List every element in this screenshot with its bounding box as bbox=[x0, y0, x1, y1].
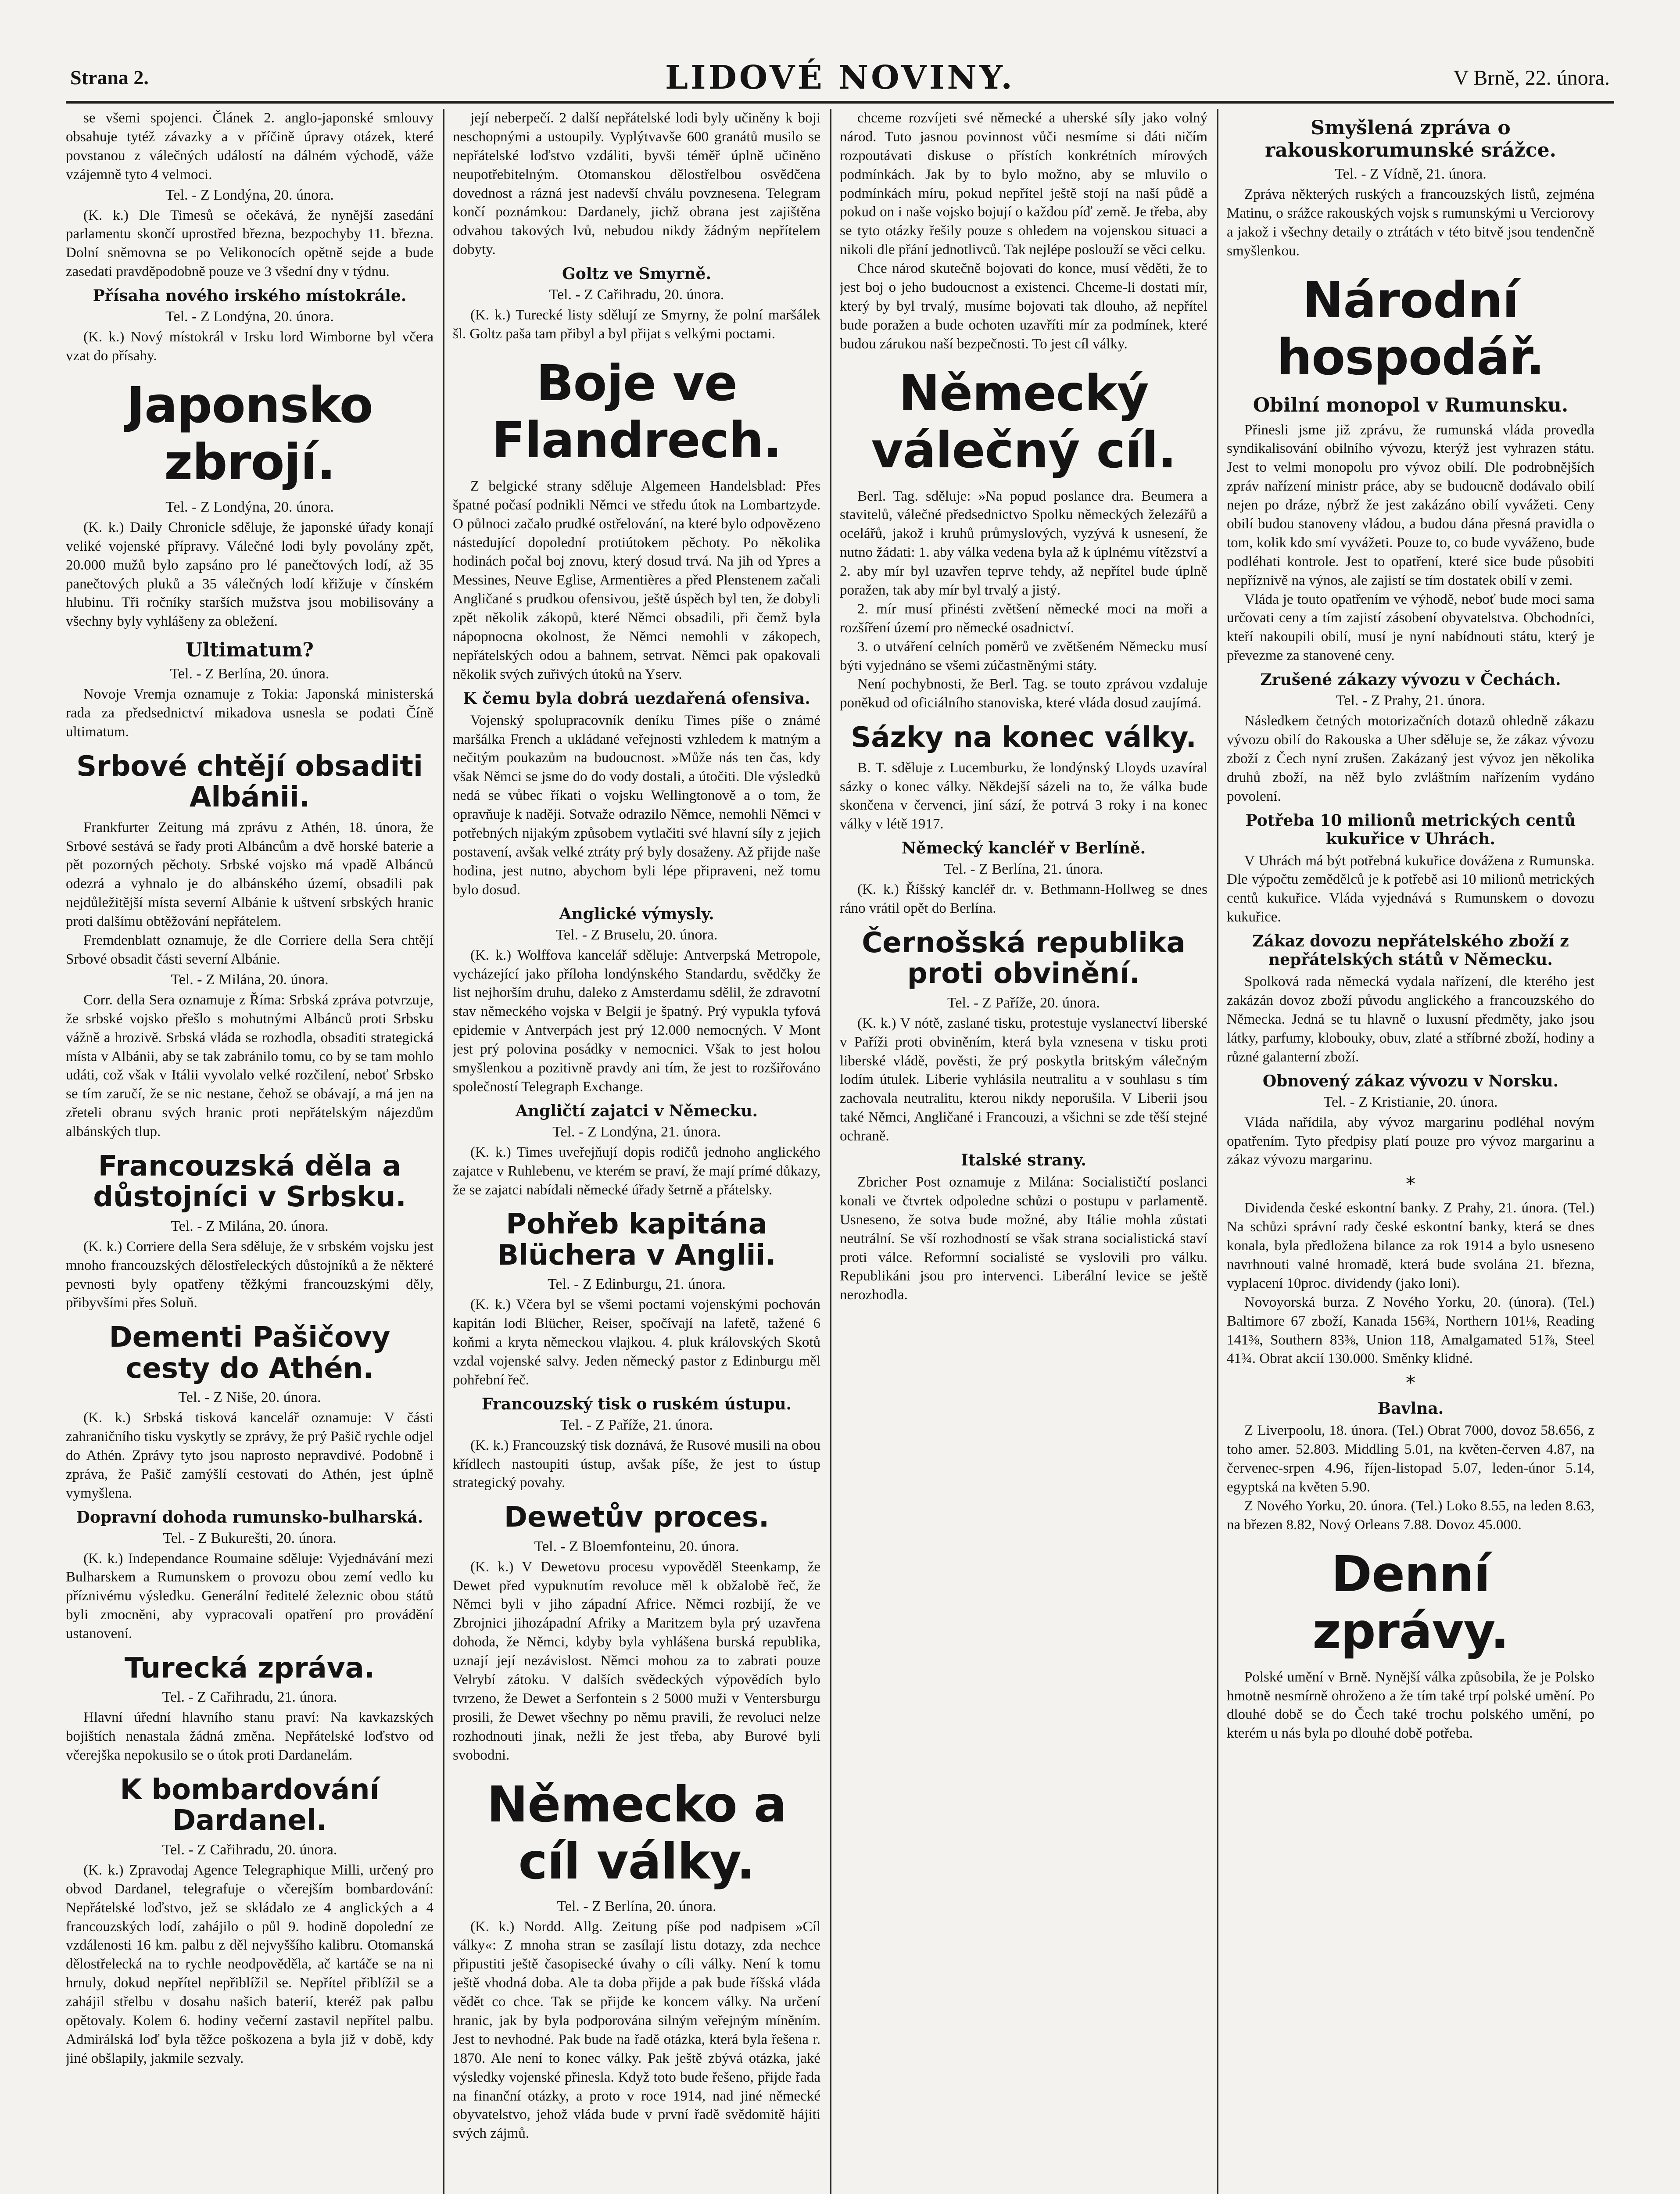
headline: Japonsko zbrojí. bbox=[126, 376, 373, 491]
dateline: Tel. - Z Londýna, 20. února. bbox=[165, 498, 334, 515]
headline: Goltz ve Smyrně. bbox=[562, 265, 711, 283]
article-paragraph: Frankfurter Zeitung má zprávu z Athén, 18. února, že Srbové sestává se řady proti Albáncům a dvě horské baterie a pět pozorných pěchoty. Srbské vojsko má vpadě Albánců odezrá a vyhnalo je do albánského území, obsadili pak nejdůležitější místa severní Albánie k uštvení srbských hranic proti dalšímu obtěžování nepřátelem. bbox=[66, 819, 433, 930]
masthead bbox=[66, 53, 1614, 104]
dateline: Tel. - Z Milána, 20. února. bbox=[171, 1218, 329, 1234]
article-paragraph: Corr. della Sera oznamuje z Říma: Srbská zpráva potvrzuje, že srbské vojsko přešlo s mohutnými Albánců proti Srbsku vážně a hrozivě. Srbská vláda se rozhodla, obsaditi strategická místa v Albánii, aby se tak zabránilo tomu, co by se tam mohlo udáti, což však v Itálii vyvolalo velké rozčilení, neboť Srbsko se tím zaručí, že se nic nestane, čehož se obávají, a má jen na zřeteli obranu svých hranic proti nepřátelským nájezdům albánských tlup. bbox=[66, 992, 433, 1140]
headline: K bombardování Dardanel. bbox=[120, 1774, 380, 1837]
headline: Německý kancléř v Berlíně. bbox=[901, 839, 1146, 858]
dateline: Tel. - Z Berlína, 20. února. bbox=[170, 666, 330, 682]
headline: Obilní monopol v Rumunsku. bbox=[1253, 394, 1569, 416]
headline: Přísaha nového irského místokrále. bbox=[93, 287, 407, 305]
article-paragraph: Fremdenblatt oznamuje, že dle Corriere della Sera chtějí Srbové obsadit části severní Albánie. bbox=[66, 932, 433, 967]
dateline: Tel. - Z Milána, 20. února. bbox=[171, 971, 329, 988]
column-1 bbox=[66, 109, 433, 2194]
dateline: Tel. - Z Londýna, 20. února. bbox=[165, 186, 334, 203]
article-paragraph: V Uhrách má být potřebná kukuřice dovážena z Rumunska. Dle výpočtu zemědělců je k potřebě asi 10 milionů metrických centů kukuřice. Vláda vyjednává s Rumunskem o dovozu kukuřice. bbox=[1227, 853, 1594, 925]
dateline: Tel. - Z Niše, 20. února. bbox=[178, 1389, 321, 1406]
article-paragraph: Vláda je touto opatřením ve výhodě, neboť bude moci sama určovati ceny a tím zajistí zásobení obyvatelstva. Obchodníci, kteří nakoupili obilí, musí je nyní nabídnouti státu, který je převezme za stanovené ceny. bbox=[1227, 591, 1594, 664]
headline: Bavlna. bbox=[1377, 1399, 1444, 1418]
article-paragraph: 2. mír musí přinésti zvětšení německé moci na moři a rozšíření území pro německé osadnictví. bbox=[840, 601, 1207, 636]
article-paragraph: (K. k.) Daily Chronicle sděluje, že japonské úřady konají veliké vojenské přípravy. Válečné lodi byly povolány zpět, 20.000 mužů bylo zapsáno pro lé panečtových lodí, až 35 panečtových pluků a 35 válečných lodí křižuje v čínském hlubinu. Tři ročníky starších mužstva jsou mobilisovány a všechny byly vyhlášeny za obležení. bbox=[66, 519, 433, 630]
dateline: Tel. - Z Edinburgu, 21. února. bbox=[548, 1276, 726, 1293]
article-paragraph: Přinesli jsme již zprávu, že rumunská vláda provedla syndikalisování obilního vývozu, kterýž jest vyhrazen státu. Jest to velmi monopolu pro vývoz obilí. Dle podrobnějších zpráv nařízení ministr práce, aby se budoucně dodávalo obilí nejen po dráze, nýbrž že jest zakázáno obilí vyvážeti. Ceny obilí budou stanoveny vládou, a budou dána přesná pravidla o tom, kolik kdo smí vyvážeti. Pouze to, co bude vyváženo, bude podléhati kontrole. Jest to opatření, které sice bude působiti nepříznivě na výnos, ale zajistí se tím dostatek obilí v zemi. bbox=[1227, 422, 1594, 588]
headline: Francouzská děla a důstojníci v Srbsku. bbox=[93, 1150, 406, 1214]
headline: Francouzský tisk o ruském ústupu. bbox=[481, 1395, 792, 1413]
headline: Zákaz dovozu nepřátelského zboží z nepřátelských států v Německu. bbox=[1252, 932, 1569, 969]
article-paragraph: Novoje Vremja oznamuje z Tokia: Japonská ministerská rada za předsednictví mikadova usnesla se podati Číně ultimatum. bbox=[66, 686, 433, 740]
article-paragraph: (K. k.) Dle Timesů se očekává, že nynější zasedání parlamentu skončí uprostřed března, bezpochyby 11. března. Dolní sněmovna se po Velikonocích opětně sejde a bude zasedati pravděpodobně pouze ve 3 všední dny v týdnu. bbox=[66, 207, 433, 280]
article-paragraph: (K. k.) Zpravodaj Agence Telegraphique Milli, určený pro obvod Dardanel, telegrafuje o včerejším bombardování: Nepřátelské loďstvo, jež se skládalo ze 4 anglických a 4 francouzských lodí, zahájilo o půl 9. hodině dopolední ze vzdálenosti 16 km. palbu z děl nejvyššího kalibru. Otomanská dělostřelecká na to rychle neodpověděla, ač kartáče se na ni hrnuly, dokud nepřítel nepřiblížil se. Nepřítel přiblížil se a zahájil střelbu v dosahu našich baterií, kteréž pak palbu opětovaly. Kolem 6. hodiny večerní zastavil nepřítel palbu. Admirálská loď byla těžce poškozena a byla již v době, kdy jiné obšlapily, jakmile sezvaly. bbox=[66, 1862, 433, 2066]
headline: Anglické výmysly. bbox=[559, 904, 714, 923]
article-paragraph: (K. k.) Independance Roumaine sděluje: Vyjednávání mezi Bulharskem a Rumunskem o provozu obou zemí vedlo ku příznivému výsledku. Generální ředitelé železnic obou států byli zmocněni, aby vypracovali opatření pro provádění ustanovení. bbox=[66, 1550, 433, 1642]
article-paragraph: Z Liverpoolu, 18. února. (Tel.) Obrat 7000, dovoz 58.656, z toho amer. 52.803. Middling 5.01, na květen-červen 4.87, na červenec-srpen 4.96, říjen-listopad 5.07, leden-únor 5.14, egyptská na květen 5.90. bbox=[1227, 1423, 1594, 1495]
article-paragraph: Novoyorská burza. Z Nového Yorku, 20. (února). (Tel.) Baltimore 67 zboží, Kanada 156¾, Northern 101⅛, Reading 141⅜, Southern 83⅜, Union 118, Amalgamated 51⅞, Steel 41¾. Obrat akcií 130.000. Směnky klidné. bbox=[1227, 1294, 1594, 1367]
separator-star: * bbox=[1406, 1173, 1415, 1196]
headline: Potřeba 10 milionů metrických centů kukuřice v Uhrách. bbox=[1245, 811, 1576, 848]
article-paragraph: Dividenda české eskontní banky. Z Prahy, 21. února. (Tel.) Na schůzi správní rady české eskontní banky, která se dnes konala, byla předložena bilance za rok 1914 a bylo usneseno navrhnouti valné hromadě, která bude svolána 21. března, vyplacení 10proc. dividendy (jako loni). bbox=[1227, 1200, 1594, 1291]
article-paragraph: Berl. Tag. sděluje: »Na popud poslance dra. Beumera a stavitelů, válečné předsednictvo Spolku německých železářů a ocelářů, jakož i kruhů průmyslových, vyzývá k usnesení, že nutno žádati: 1. aby válka vedena byla až k úplnému vítězství a 2. aby mír byl uzavřen teprve tehdy, až nepřítel bude úplně poražen, tak aby mír byl trvalý a jistý. bbox=[840, 488, 1207, 599]
dateline: Tel. - Z Londýna, 20. února. bbox=[165, 308, 334, 325]
headline: Zrušené zákazy vývozu v Čechách. bbox=[1260, 670, 1561, 689]
dateline: Tel. - Z Vídně, 21. února. bbox=[1335, 166, 1487, 182]
headline: Srbové chtějí obsaditi Albánii. bbox=[76, 750, 423, 814]
article-paragraph: (K. k.) V Dewetovu procesu vypověděl Steenkamp, že Dewet před vypuknutím revoluce měl k obžalobě řeč, že Němci byli v jiho západní Africe. Němci rozbijí, že ve Zbrojnici jihozápadní Afriky a Maritzem byla prý uzavřena dohoda, že Němci, kdyby byla vyhlášena burská republika, uznají její nezávislost. Němci mohou za to zabrati pouze Velrybí zátoku. V dalších svědeckých výpovědích bylo tvrzeno, že Dewet a Serfontein s 2 5000 muži v Ventersburgu prosili, že Dewet všechny po němu pravili, že revoluci nelze rozhodnouti jinak, nežli že jest třeba, aby Burové byli svobodni. bbox=[453, 1559, 820, 1763]
headline: Pohřeb kapitána Blüchera v Anglii. bbox=[497, 1208, 776, 1272]
article-paragraph: její neberpečí. 2 další nepřátelské lodi byly učiněny k boji neschopnými a ustoupily. Vyplýtvavše 600 granátů musilo se nepřátelské loďstvo vzdáliti, byvši téměř úplně učiněno neupotřebitelným. Otomanskou dělostřelbou osvědčena dovednost a rázná jest nadevší chválu povznesena. Telegram končí poznámkou: Dardanely, jichž obrana jest zajištěna odvahou takových lvů, nebudou nikdy žádným nepřítelem dobyty. bbox=[453, 110, 820, 258]
article-paragraph: (K. k.) Nový místokrál v Irsku lord Wimborne byl včera vzat do přísahy. bbox=[66, 329, 433, 364]
dateline: Tel. - Z Prahy, 21. února. bbox=[1336, 692, 1486, 709]
headline: Německý válečný cíl. bbox=[871, 365, 1176, 479]
dateline: Tel. - Z Bruselu, 20. února. bbox=[555, 926, 718, 943]
article-paragraph: Není pochybnosti, že Berl. Tag. se touto zprávou vzdaluje poněkud od oficiálního stanoviska, které vláda dosud zaujímá. bbox=[840, 676, 1207, 711]
article-paragraph: (K. k.) Wolffova kancelář sděluje: Antverpská Metropole, vycházející jako příloha londýnského Standardu, svědčky že list nejhorším druhu, daleko z Amsterdamu sdělil, že zdravotní stav německého vojska v Belgii je špatný. Prý vypukla tyfová epidemie v Antverpách jest prý 12.000 nemocných. V Mont jest prý polovina posádky v nemocnici. Však to jest holou smyšlenkou a pozitivně pravdy ani tím, že jest to rozšiřováno společností Telegraph Exchange. bbox=[453, 947, 820, 1095]
headline: Německo a cíl války. bbox=[487, 1776, 787, 1890]
article-paragraph: Vláda nařídila, aby vývoz margarinu podléhal novým opatřením. Tyto předpisy platí pouze pro vývoz margarinu a zákaz vývozu margarinu. bbox=[1227, 1114, 1594, 1168]
separator-star: * bbox=[1406, 1372, 1415, 1395]
headline: Ultimatum? bbox=[186, 639, 314, 662]
article-paragraph: Z belgické strany sděluje Algemeen Handelsblad: Přes špatné počasí podnikli Němci ve středu útok na Lombartzyde. O půlnoci začalo prudké ostřelování, na které bylo odpovězeno nástedující dopolední protiútokem pěchoty. Po několika hodinách počal boj znovu, který dosud trvá. Na jih od Ypres a Messines, Neuve Eglise, Armentières a před Plenstenem začali Angličané s prudkou ofensivou, ještě úspěch byl ten, že dobyli zpět několik zákopů, které Němci obsadili, při čemž byla nápopnocna okolnost, že Němci nemohli v zákopech, nepřátelských odou a bahnem, setrvat. Němci pak opakovali několik svých zuřivých útoků na Yserv. bbox=[453, 478, 820, 682]
article-paragraph: se všemi spojenci. Článek 2. anglo-japonské smlouvy obsahuje tytéž závazky a v příčině úpravy otázek, které povstanou z válečných událostí na dálném východě, váže vzájemně tyto 4 velmoci. bbox=[66, 110, 433, 183]
article-paragraph: Vojenský spolupracovník deníku Times píše o známé maršálka French a ukládané veřejnosti vzhledem k matným a nečitým poukazům na budoucnost. »Může nás ten čas, kdy však Němci se jsme do do vody dostali, a útočiti. Dle výsledků nedá se vůbec říkati o vojsku Wellingtonově a o tom, že opravňuje k naději. Sotvaže odrazilo Němce, nemohli Němci v potřebných nijakým způsobem vytlačiti své hlavní síly z jejich postavení, avšak velké ztráty prý byly dosaženy. Až přijde naše hodina, jest nutno, abychom byli lépe připraveni, než tomu bylo dosud. bbox=[453, 712, 820, 898]
article-paragraph: (K. k.) Francouzský tisk doznává, že Rusové musili na obou křídlech nastoupiti ústup, avšak píše, že jest to ústup strategický povahy. bbox=[453, 1437, 820, 1491]
article-paragraph: Spolková rada německá vydala nařízení, dle kterého jest zakázán dovoz zboží původu anglického a francouzského do Německa. Jedná se tu hlavně o luxusní předměty, jako jsou látky, parfumy, klobouky, obuv, zlaté a stříbrné zboží, hodiny a různé galanterní zboží. bbox=[1227, 974, 1594, 1065]
newspaper-title: LIDOVÉ NOVINY. bbox=[665, 59, 1015, 97]
dateline: Tel. - Z Berlína, 20. února. bbox=[557, 1898, 716, 1914]
headline: Obnovený zákaz vývozu v Norsku. bbox=[1262, 1072, 1559, 1090]
article-paragraph: Zpráva některých ruských a francouzských listů, zejména Matinu, o srážce rakouských vojsk s rumunskými u Verciorovy a jakož i všechny detaily o ztrátách v této bitvě jsou tendenčně smyšlenkou. bbox=[1227, 186, 1594, 259]
article-paragraph: Z Nového Yorku, 20. února. (Tel.) Loko 8.55, na leden 8.63, na březen 8.82, Nový Orleans 7.88. Dovoz 45.000. bbox=[1227, 1498, 1594, 1533]
dateline: Tel. - Z Paříže, 20. února. bbox=[947, 994, 1100, 1011]
headline: K čemu byla dobrá uezdařená ofensiva. bbox=[463, 689, 810, 708]
dateline: Tel. - Z Berlína, 21. února. bbox=[944, 861, 1103, 878]
headline: Angličtí zajatci v Německu. bbox=[515, 1101, 758, 1120]
column-2 bbox=[453, 109, 820, 2194]
dateline: Tel. - Z Paříže, 21. února. bbox=[560, 1416, 713, 1433]
article-paragraph: (K. k.) Turecké listy sdělují ze Smyrny, že polní maršálek šl. Goltz paša tam přibyl a byl přijat s velkými poctami. bbox=[453, 307, 820, 342]
headline: Dementi Pašičovy cesty do Athén. bbox=[109, 1321, 390, 1385]
article-paragraph: chceme rozvíjeti své německé a uherské síly jako volný národ. Tuto jasnou povinnost vůči nesmíme si dáti ničím rozpoutávati diskuse o přístích konkrétních mírových podmínkách. Jak by to bylo možno, aby se mluvilo o podmínkách míru, pokud nepřítel ještě stojí na naší půdě a pokud on i naše vojsko bojují o každou píď země. Je třeba, aby se tyto otázky řešily pouze s ohledem na vojenskou situaci a nikoli dle přání jednotlivců. Tak nejlépe poslouží se věci celku. bbox=[840, 110, 1207, 258]
article-paragraph: Polské umění v Brně. Nynější válka způsobila, že je Polsko hmotně nesmírně ohroženo a že tím také trpí polské umění. Po dlouhé době se do Čech také trochu polského umění, po kterém u nás byla po dlouhé době potřeba. bbox=[1227, 1669, 1594, 1742]
headline: Turecká zpráva. bbox=[124, 1652, 375, 1685]
dateline: Tel. - Z Cařihradu, 20. února. bbox=[162, 1841, 337, 1858]
headline: Dopravní dohoda rumunsko-bulharská. bbox=[76, 1508, 423, 1527]
headline: Národní hospodář. bbox=[1277, 272, 1544, 386]
article-paragraph: Následkem četných motorizačních dotazů ohledně zákazu vývozu obilí do Rakouska a Uher sděluje se, že zákaz vývozu zboží z Čech nyní zrušen. Zakázaný jest vývoz jen několika druhů zboží, na něž bylo zvláštním nařízením vydáno povolení. bbox=[1227, 713, 1594, 804]
article-paragraph: (K. k.) Nordd. Allg. Zeitung píše pod nadpisem »Cíl války«: Z mnoha stran se zasílají listu dotazy, zda nechce připustiti ještě časopisecké úvahy o cíli války. Není k tomu ještě vhodná doba. Ale ta doba přijde a pak bude říšská vláda vědět co chce. Tak se přijde ke koncem války. Na určení hranic, jak by byla podporována silným veřejným míněním. Jest to nevhodné. Pak bude na řadě otázka, která byla řešena r. 1870. Ale není to konec války. Pak ještě zbývá otázka, jaké výsledky vojenské přinesla. Když toto bude řešeno, přijde řada na finanční otázky, a proto v roce 1914, nad jiné německé obyvatelstvo, jehož vláda bude v první řadě svědomitě hájiti svých zájmů. bbox=[453, 1918, 820, 2142]
dateline: Tel. - Z Bloemfonteinu, 20. února. bbox=[534, 1538, 739, 1555]
headline: Dewetův proces. bbox=[504, 1501, 770, 1534]
headline: Denní zprávy. bbox=[1312, 1545, 1509, 1660]
headline: Sázky na konec války. bbox=[851, 721, 1196, 754]
date-line: V Brně, 22. února. bbox=[1453, 66, 1610, 90]
article-paragraph: (K. k.) Times uveřejňují dopis rodičů jednoho anglického zajatce v Ruhlebenu, ve kterém se praví, že mají prímé důkazy, že se zajatci nabídali německé úřady šetrně a přátelsky. bbox=[453, 1144, 820, 1198]
headline: Černošská republika proti obvinění. bbox=[862, 927, 1186, 990]
article-paragraph: Chce národ skutečně bojovati do konce, musí věděti, že to jest boj o jeho budoucnost a existenci. Chceme-li dostati mír, který by byl trvalý, musíme bojovati tak dlouho, až nepřítel bude poražen a bude ochoten uzavříti mír za podmínek, které budou zárukou naší bezpečnosti. To jest cíl války. bbox=[840, 261, 1207, 352]
column-3 bbox=[840, 109, 1207, 2194]
article-paragraph: 3. o utváření celních poměrů ve zvětšeném Německu musí býti vyjednáno se všemi zúčastněnými státy. bbox=[840, 638, 1207, 674]
column-4 bbox=[1227, 109, 1594, 2194]
dateline: Tel. - Z Londýna, 21. února. bbox=[552, 1123, 721, 1140]
article-paragraph: (K. k.) Říšský kancléř dr. v. Bethmann-Hollweg se dnes ráno vrátil opět do Berlína. bbox=[840, 882, 1207, 917]
column-rule bbox=[830, 109, 831, 2194]
article-paragraph: B. T. sděluje z Lucemburku, že londýnský Lloyds uzavíral sázky o konec války. Někdejší sázeli na to, že válka bude skončena v červenci, jiní sází, že potrvá 3 roky i na konec války v létě 1917. bbox=[840, 760, 1207, 832]
article-paragraph: (K. k.) Srbská tisková kancelář oznamuje: V části zahraničního tisku vyskytly se zprávy, že prý Pašič rychle odjel do Athén. Zprávy tyto jsou naprosto nepravdivé. Podobně i zpráva, že Pašič zamýšlí cestovati do Athén, jest úplně vymyšlena. bbox=[66, 1410, 433, 1501]
column-rule bbox=[443, 109, 444, 2194]
headline: Boje ve Flandrech. bbox=[491, 355, 782, 469]
article-paragraph: Zbricher Post oznamuje z Milána: Socialističtí poslanci konali ve čtvrtek odpoledne schůzi o postupu v parlamentě. Usneseno, že sotva bude možné, aby Itálie mohla zůstati neutrální. Se vší rozhodností se však strana socialistická staví proti válce. Reformní socialisté se vyslovili pro válku. Republikáni jsou pro intervenci. Liberální levice se ještě nerozhodla. bbox=[840, 1174, 1207, 1303]
article-paragraph: (K. k.) Corriere della Sera sděluje, že v srbském vojsku jest mnoho francouzských dělostřeleckých důstojníků a že některé pevnosti byly opatřeny těžkými francouzskými děly, přibyvšími přes Soluň. bbox=[66, 1238, 433, 1311]
dateline: Tel. - Z Cařihradu, 20. února. bbox=[549, 287, 724, 303]
newspaper-page bbox=[66, 53, 1614, 2194]
dateline: Tel. - Z Cařihradu, 21. února. bbox=[162, 1689, 337, 1706]
article-paragraph: (K. k.) V nótě, zaslané tisku, protestuje vyslanectví liberské v Paříži proti obviněním, která byla vznesena v tisku proti liberské vládě, pověsti, že prý poskytla britským válečným lodím útulek. Liberie vyhlásila neutralitu a v souhlasu s tím zachovala neutralitu, kterou nikdy neporušila. V Liberii jsou také Němci, Angličané i Francouzi, a všichni se zde těší stejné ochraně. bbox=[840, 1015, 1207, 1144]
column-rule bbox=[1217, 109, 1218, 2194]
article-paragraph: Hlavní úřední hlavního stanu praví: Na kavkazských bojištích nenastala žádná změna. Nepřátelské loďstvo od včerejška nepokusilo se o útok proti Dardanelám. bbox=[66, 1710, 433, 1764]
headline: Smyšlená zpráva o rakouskorumunské srážce. bbox=[1265, 117, 1556, 161]
dateline: Tel. - Z Kristianie, 20. února. bbox=[1323, 1093, 1498, 1110]
dateline: Tel. - Z Bukurešti, 20. února. bbox=[163, 1530, 337, 1546]
headline: Italské strany. bbox=[961, 1151, 1086, 1170]
article-paragraph: (K. k.) Včera byl se všemi poctami vojenskými pochován kapitán lodi Blücher, Reiser, spočívají na lafetě, tažené 6 koňmi a kryta německou vlajkou. 4. pluk královských Skotů vzdal vojenské salvy. Jeden německý pastor z Edinburgu měl pohřební řeč. bbox=[453, 1297, 820, 1388]
page-number: Strana 2. bbox=[70, 66, 149, 89]
